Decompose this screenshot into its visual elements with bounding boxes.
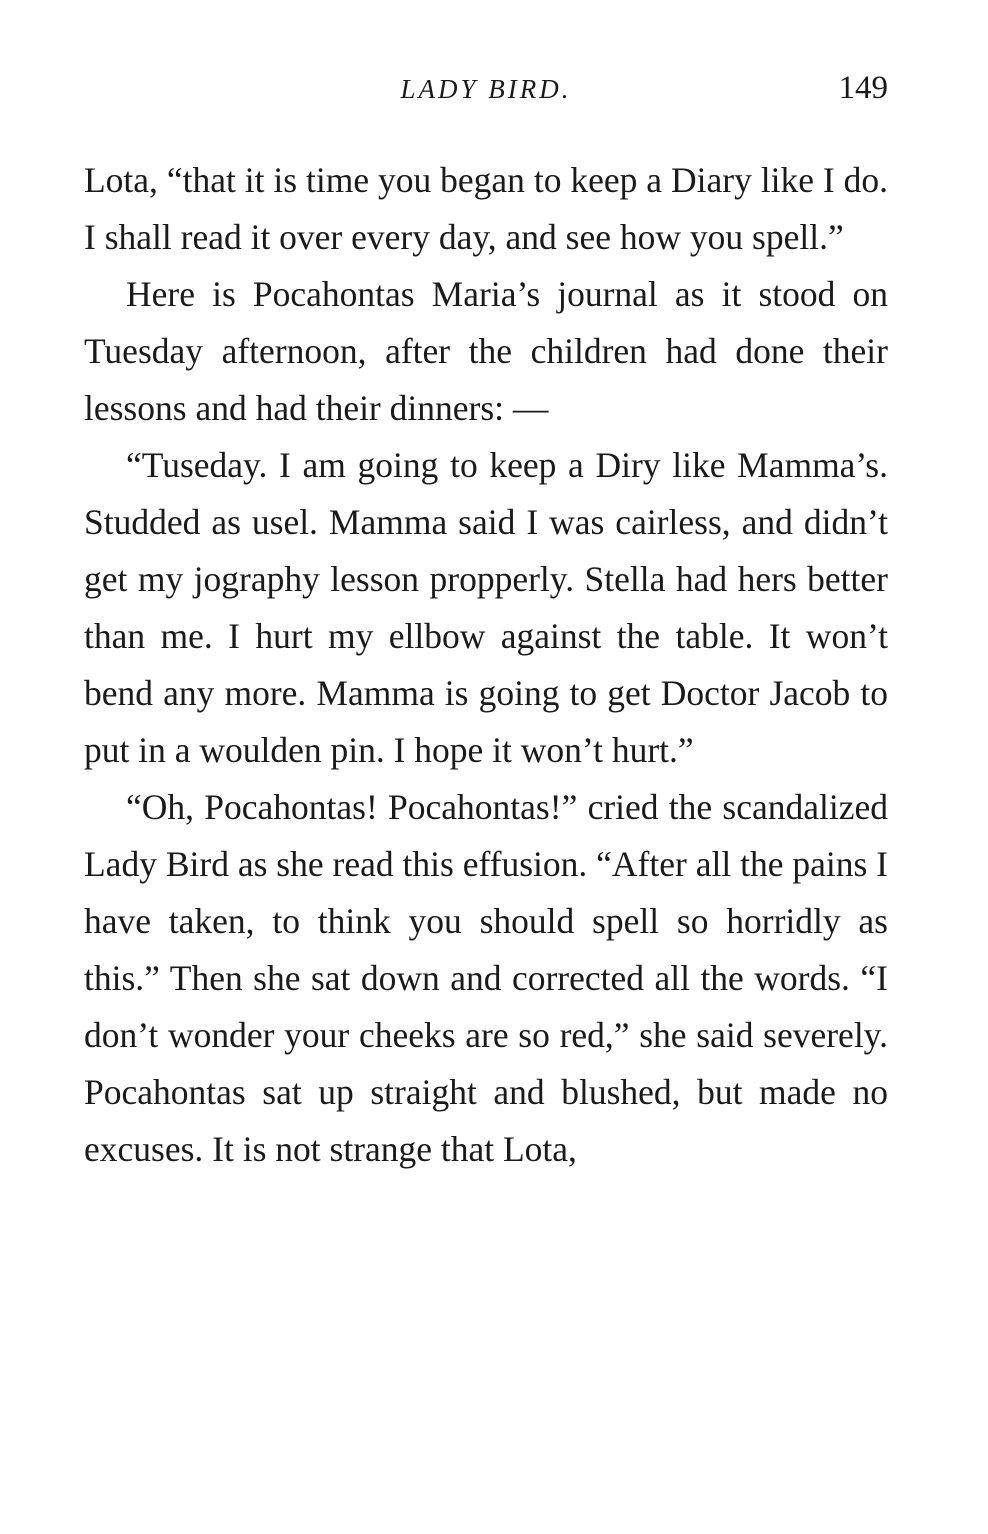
paragraph-journal-entry: “Tuseday. I am going to keep a Diry like Mamma’s. Studded as usel. Mamma said I was cairless, and didn’t get my jography lesson propperly. Stella had hers better than me. I hurt my ellbow against the table. It won’t bend any more. Mamma is going to get Doctor Jacob to put in a woulden pin. I hope it won’t hurt.” (84, 445, 888, 770)
paragraph-continuation: Lota, “that it is time you began to keep a Diary like I do. I shall read it over every day, and see how you spell.” (84, 160, 888, 257)
running-title: LADY BIRD. (400, 74, 572, 104)
paragraph-lady-bird-reply: “Oh, Pocahontas! Pocahontas!” cried the scandalized Lady Bird as she read this effusion. “After all the pains I have taken, to think you should spell so horridly as this.” Then she sat down and corrected all the words. “I don’t wonder your cheeks are so red,” she said severely. Pocahontas sat up straight and blushed, but made no excuses. It is not strange that Lota, (84, 787, 888, 1169)
body-text (84, 152, 888, 1178)
running-head (84, 66, 888, 122)
paragraph-journal-intro: Here is Pocahontas Maria’s journal as it stood on Tuesday afternoon, after the children had done their lessons and had their dinners: — (84, 274, 888, 428)
book-page (84, 66, 888, 1178)
page-number: 149 (838, 70, 888, 106)
